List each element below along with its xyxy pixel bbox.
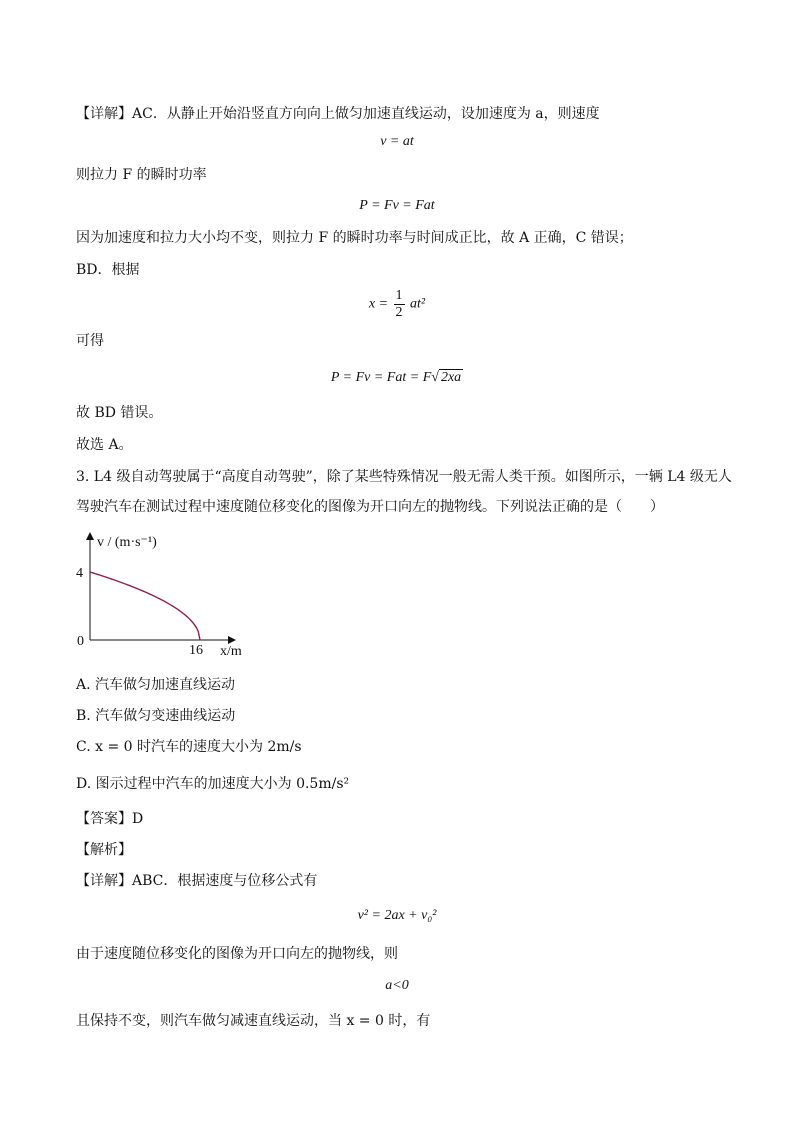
y-tick-4: 4 (76, 566, 83, 581)
bd-intro: BD．根据 (76, 262, 140, 278)
x-axis-label: x/m (220, 644, 242, 659)
ac-conclusion: 因为加速度和拉力大小均不变，则拉力 F 的瞬时功率与时间成正比，故 A 正确，C 错误； (76, 230, 633, 246)
x-tick-16: 16 (189, 643, 203, 658)
velocity-curve (90, 572, 200, 640)
parabola-text: 由于速度随位移变化的图像为开口向左的抛物线，则 (76, 946, 398, 962)
option-d: D. 图示过程中汽车的加速度大小为 0.5m/s² (76, 776, 350, 792)
equation-p-full: P = Fv = Fat = F√ 2xa (330, 370, 462, 385)
final-line: 且保持不变，则汽车做匀减速直线运动，当 x = 0 时，有 (76, 1013, 431, 1029)
option-a: A. 汽车做匀加速直线运动 (76, 677, 236, 693)
equation-v-at: v = at (380, 134, 414, 149)
option-c: C. x = 0 时汽车的速度大小为 2m/s (76, 739, 302, 755)
equation-x-half-at2: x = $\frac{1}{2}$ at² (368, 288, 426, 320)
select-a: 故选 A。 (76, 437, 133, 453)
answer: 【答案】D (76, 811, 144, 827)
analysis-heading: 【解析】 (76, 842, 132, 858)
y-axis-label: v / (m·s⁻¹) (97, 535, 157, 550)
equation-p-fat: P = Fv = Fat (359, 198, 435, 213)
bd-wrong: 故 BD 错误。 (76, 405, 163, 421)
question-3-line-1: 3. L4 级自动驾驶属于“高度自动驾驶”，除了某些特殊情况一般无需人类干预。如图所示，一辆 L4 级无人 (76, 469, 732, 485)
origin-label: 0 (77, 634, 84, 649)
equation-a-negative: a<0 (385, 978, 409, 993)
ke-de: 可得 (76, 333, 104, 349)
detail-abc: 【详解】ABC．根据速度与位移公式有 (76, 873, 318, 889)
question-3-line-2: 驾驶汽车在测试过程中速度随位移变化的图像为开口向左的抛物线。下列说法正确的是（ ） (76, 499, 664, 515)
fraction: $\frac{1}{2}$ (395, 288, 403, 320)
power-intro: 则拉力 F 的瞬时功率 (76, 167, 207, 183)
equation-v-squared: v² = 2ax + v₀² (357, 908, 437, 923)
velocity-position-chart (70, 527, 260, 662)
option-b: B. 汽车做匀变速曲线运动 (76, 708, 236, 724)
solution-ac-line: 【详解】AC．从静止开始沿竖直方向向上做匀加速直线运动，设加速度为 a，则速度 (76, 106, 600, 122)
